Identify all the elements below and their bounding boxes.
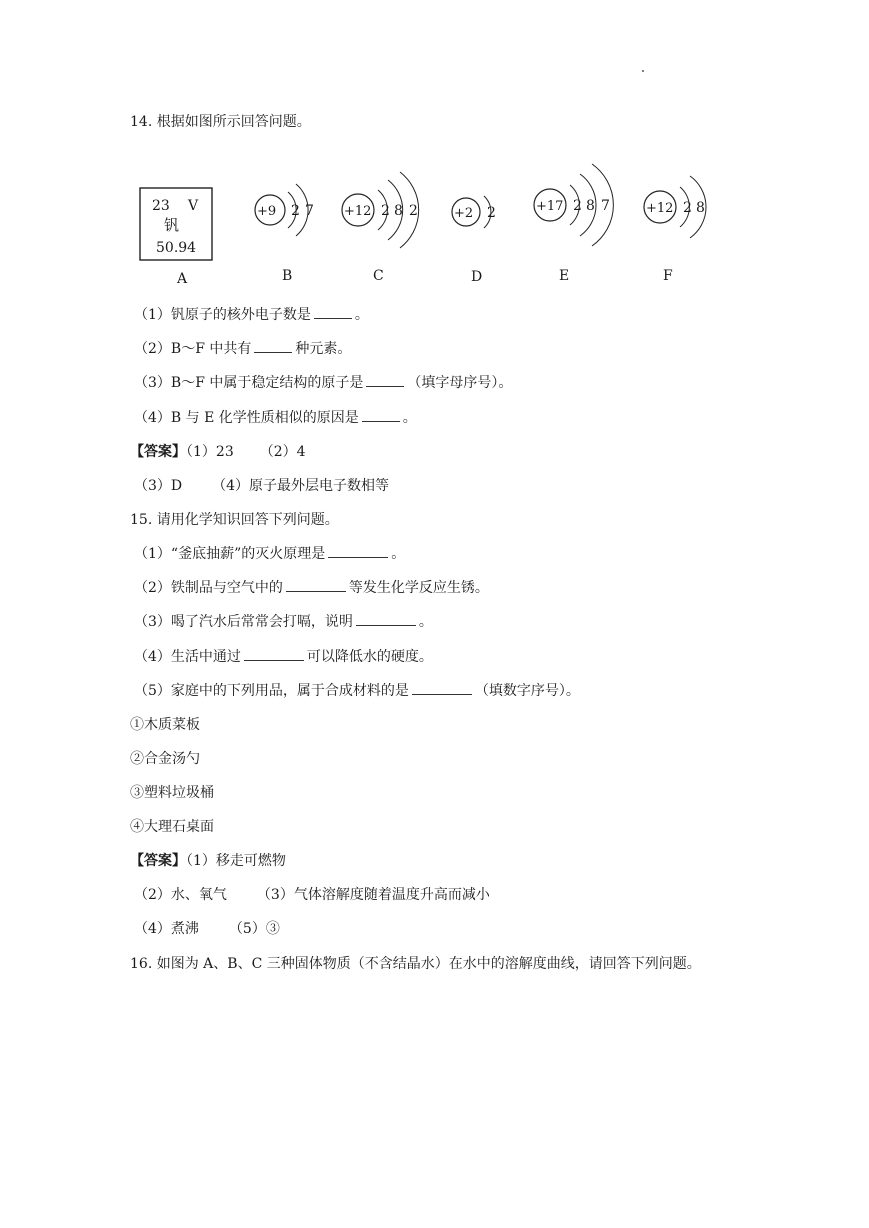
answer-label: 【答案】: [130, 444, 186, 460]
label-b: B: [282, 268, 293, 284]
label-d: D: [471, 269, 483, 285]
label-e: E: [559, 268, 570, 284]
answer-blank: [244, 648, 304, 661]
atom-b-nucleus: +9: [257, 204, 277, 219]
q15-sub4-end: 可以降低水的硬度。: [306, 649, 433, 665]
q15-option-3: ③塑料垃圾桶: [130, 785, 214, 801]
q15-sub5-end: （填数字序号）。: [474, 683, 580, 699]
q15-answer-2: （2）水、氧气: [134, 887, 227, 903]
q15-sub1-text: （1）“釜底抽薪”的灭火原理是: [134, 546, 326, 562]
atom-structure-diagram: [130, 150, 730, 290]
q15-title: 15. 请用化学知识回答下列问题。: [130, 512, 339, 528]
q15-answer-line2: [134, 886, 490, 904]
atom-e-shell-1: 2: [573, 198, 582, 214]
atom-b-shell-1: 2: [291, 203, 300, 219]
q14-sub1-text: （1）钒原子的核外电子数是: [134, 307, 311, 323]
q15-option-2: ②合金汤勺: [130, 751, 200, 767]
q14-answer-4: （4）原子最外层电子数相等: [212, 478, 390, 494]
q14-sub3: [134, 374, 512, 392]
atom-f-shell-1: 2: [683, 200, 692, 216]
answer-blank: [362, 409, 400, 422]
q16-title: 16. 如图为 A、B、C 三种固体物质（不含结晶水）在水中的溶解度曲线，请回答下列问题。: [130, 956, 701, 972]
atom-e-shell-3: 7: [601, 198, 610, 214]
atom-d-nucleus: +2: [454, 206, 474, 221]
label-c: C: [373, 268, 384, 284]
q14-answer-line1: [130, 443, 306, 461]
answer-blank: [254, 340, 292, 353]
atom-d: [452, 196, 496, 228]
q15-sub1: [134, 545, 405, 563]
q15-sub3-text: （3）喝了汽水后常常会打嗝，说明: [134, 614, 353, 630]
answer-label: 【答案】: [130, 853, 186, 869]
q15-sub3: [134, 613, 433, 631]
q15-sub5: [134, 682, 580, 700]
q15-sub1-end: 。: [391, 546, 406, 562]
q14-answer-1: （1）23: [186, 444, 234, 460]
q15-answer-4: （4）煮沸: [134, 921, 199, 937]
q14-sub4-end: 。: [402, 410, 417, 426]
atom-b: [255, 184, 314, 236]
atom-e-shell-2: 8: [586, 198, 595, 214]
atom-c-shell-1: 2: [381, 203, 390, 219]
q15-option-4: ④大理石桌面: [130, 819, 214, 835]
atom-e: [534, 164, 613, 246]
q15-answer-1: （1）移走可燃物: [186, 853, 286, 869]
element-card-vanadium: [140, 188, 212, 260]
q15-sub4: [134, 648, 433, 666]
atom-c-nucleus: +12: [344, 204, 372, 219]
q14-sub2-text: （2）B～F 中共有: [134, 341, 252, 357]
q14-figure: [130, 150, 730, 290]
atom-f-shell-2: 8: [696, 200, 705, 216]
q15-sub3-end: 。: [418, 614, 433, 630]
element-mass: 50.94: [156, 240, 197, 256]
element-symbol: V: [188, 198, 199, 214]
q14-sub2-end: 种元素。: [295, 341, 352, 357]
atom-f: [644, 176, 706, 238]
atom-c-shell-2: 8: [394, 203, 403, 219]
q14-sub4-text: （4）B 与 E 化学性质相似的原因是: [134, 410, 359, 426]
answer-blank: [286, 579, 346, 592]
label-a: A: [177, 271, 188, 287]
q14-sub3-end: （填字母序号）。: [407, 375, 513, 391]
element-name: 钒: [164, 216, 180, 234]
q14-answer-2: （2）4: [259, 444, 306, 460]
q15-option-1: ①木质菜板: [130, 717, 200, 733]
q14-sub2: [134, 340, 351, 358]
q14-answer-3: （3）D: [134, 478, 183, 494]
atom-d-shell-1: 2: [487, 205, 496, 221]
answer-blank: [328, 545, 388, 558]
atom-c-shell-3: 2: [409, 203, 418, 219]
q15-answer-line1: [130, 852, 286, 870]
q15-answer-line3: [134, 920, 280, 938]
q15-sub5-text: （5）家庭中的下列用品，属于合成材料的是: [134, 683, 409, 699]
answer-blank: [356, 613, 416, 626]
q15-sub2-text: （2）铁制品与空气中的: [134, 580, 283, 596]
element-number: 23: [152, 198, 170, 214]
q14-sub3-text: （3）B～F 中属于稳定结构的原子是: [134, 375, 364, 391]
atom-e-nucleus: +17: [536, 199, 564, 214]
q14-sub4: [134, 409, 417, 427]
q15-answer-5: （5）③: [228, 921, 280, 937]
label-f: F: [663, 268, 673, 284]
page-dot: [642, 70, 644, 72]
answer-blank: [314, 306, 352, 319]
answer-blank: [412, 682, 472, 695]
atom-c: [342, 172, 419, 248]
q15-sub2-end: 等发生化学反应生锈。: [348, 580, 489, 596]
atom-f-nucleus: +12: [646, 201, 674, 216]
answer-blank: [366, 374, 404, 387]
q15-answer-3: （3）气体溶解度随着温度升高而减小: [256, 887, 490, 903]
q14-sub1-end: 。: [354, 307, 369, 323]
q15-sub4-text: （4）生活中通过: [134, 649, 241, 665]
atom-b-shell-2: 7: [305, 203, 314, 219]
q14-answer-line2: [134, 477, 389, 495]
q14-sub1: [134, 306, 369, 324]
q14-title: 14. 根据如图所示回答问题。: [130, 114, 311, 130]
q15-sub2: [134, 579, 489, 597]
